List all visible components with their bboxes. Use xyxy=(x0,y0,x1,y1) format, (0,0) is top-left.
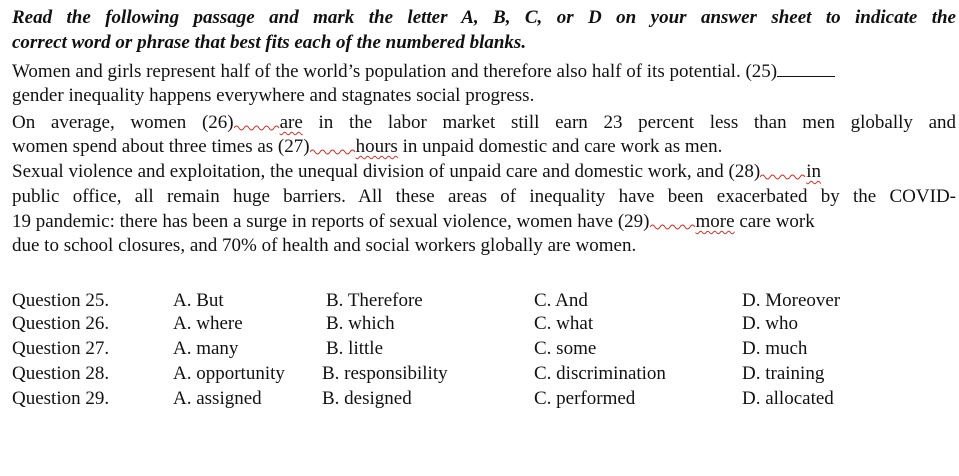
passage-line-6: public office, all remain huge barriers. All these areas of inequality have been exacerbated by the COVID- xyxy=(12,186,956,207)
option-b[interactable]: B. responsibility xyxy=(322,363,448,384)
passage-line-4 xyxy=(12,135,956,158)
passage-text: women spend about three times as (27) xyxy=(12,136,310,157)
option-d[interactable]: D. training xyxy=(742,363,825,384)
spell-marked-word: are xyxy=(279,112,303,133)
passage-text: care work xyxy=(734,211,815,232)
question-label: Question 27. xyxy=(12,338,110,359)
option-d[interactable]: D. allocated xyxy=(742,388,834,409)
passage-line-5 xyxy=(12,160,956,183)
option-c[interactable]: C. discrimination xyxy=(534,363,666,384)
passage-text: On average, women (26) xyxy=(12,112,234,133)
option-b[interactable]: B. designed xyxy=(322,388,412,409)
question-label: Question 26. xyxy=(12,313,110,334)
option-c[interactable]: C. some xyxy=(534,338,597,359)
option-a[interactable]: A. But xyxy=(173,290,224,311)
option-b[interactable]: B. little xyxy=(326,338,383,359)
option-d[interactable]: D. much xyxy=(742,338,808,359)
option-b[interactable]: B. Therefore xyxy=(326,290,423,311)
option-a[interactable]: A. assigned xyxy=(173,388,262,409)
option-c[interactable]: C. what xyxy=(534,313,594,334)
passage-line-7 xyxy=(12,210,956,233)
passage-line-8: due to school closures, and 70% of health and social workers globally are women. xyxy=(12,235,637,256)
option-c[interactable]: C. performed xyxy=(534,388,636,409)
passage-line-2: gender inequality happens everywhere and stagnates social progress. xyxy=(12,85,535,106)
blank-27 xyxy=(310,144,356,152)
instruction-line-2: correct word or phrase that best fits each of the numbered blanks. xyxy=(12,32,527,53)
blank-25 xyxy=(777,62,835,77)
instruction-line-1: Read the following passage and mark the letter A, B, C, or D on your answer sheet to indicate the xyxy=(12,7,956,28)
spell-marked-word: in xyxy=(806,161,821,182)
option-c[interactable]: C. And xyxy=(534,290,588,311)
passage-text: in the labor market still earn 23 percent less than men globally and xyxy=(302,112,957,133)
option-a[interactable]: A. opportunity xyxy=(173,363,285,384)
blank-28 xyxy=(760,169,806,177)
question-label: Question 29. xyxy=(12,388,110,409)
passage-line-1 xyxy=(12,60,956,83)
question-label: Question 25. xyxy=(12,290,110,311)
passage-line-3 xyxy=(12,111,956,134)
question-label: Question 28. xyxy=(12,363,110,384)
passage-text: 19 pandemic: there has been a surge in reports of sexual violence, women have (29) xyxy=(12,211,650,232)
option-d[interactable]: D. Moreover xyxy=(742,290,841,311)
option-d[interactable]: D. who xyxy=(742,313,798,334)
option-a[interactable]: A. many xyxy=(173,338,239,359)
option-b[interactable]: B. which xyxy=(326,313,395,334)
passage-text: Sexual violence and exploitation, the unequal division of unpaid care and domestic work, and (28) xyxy=(12,161,761,182)
blank-26 xyxy=(234,120,280,128)
blank-29 xyxy=(650,219,696,227)
spell-marked-word: more xyxy=(695,211,735,232)
option-a[interactable]: A. where xyxy=(173,313,243,334)
passage-text: in unpaid domestic and care work as men. xyxy=(397,136,723,157)
passage-text: Women and girls represent half of the world’s population and therefore also half of its potential. (25) xyxy=(12,61,778,82)
spell-marked-word: hours xyxy=(355,136,398,157)
